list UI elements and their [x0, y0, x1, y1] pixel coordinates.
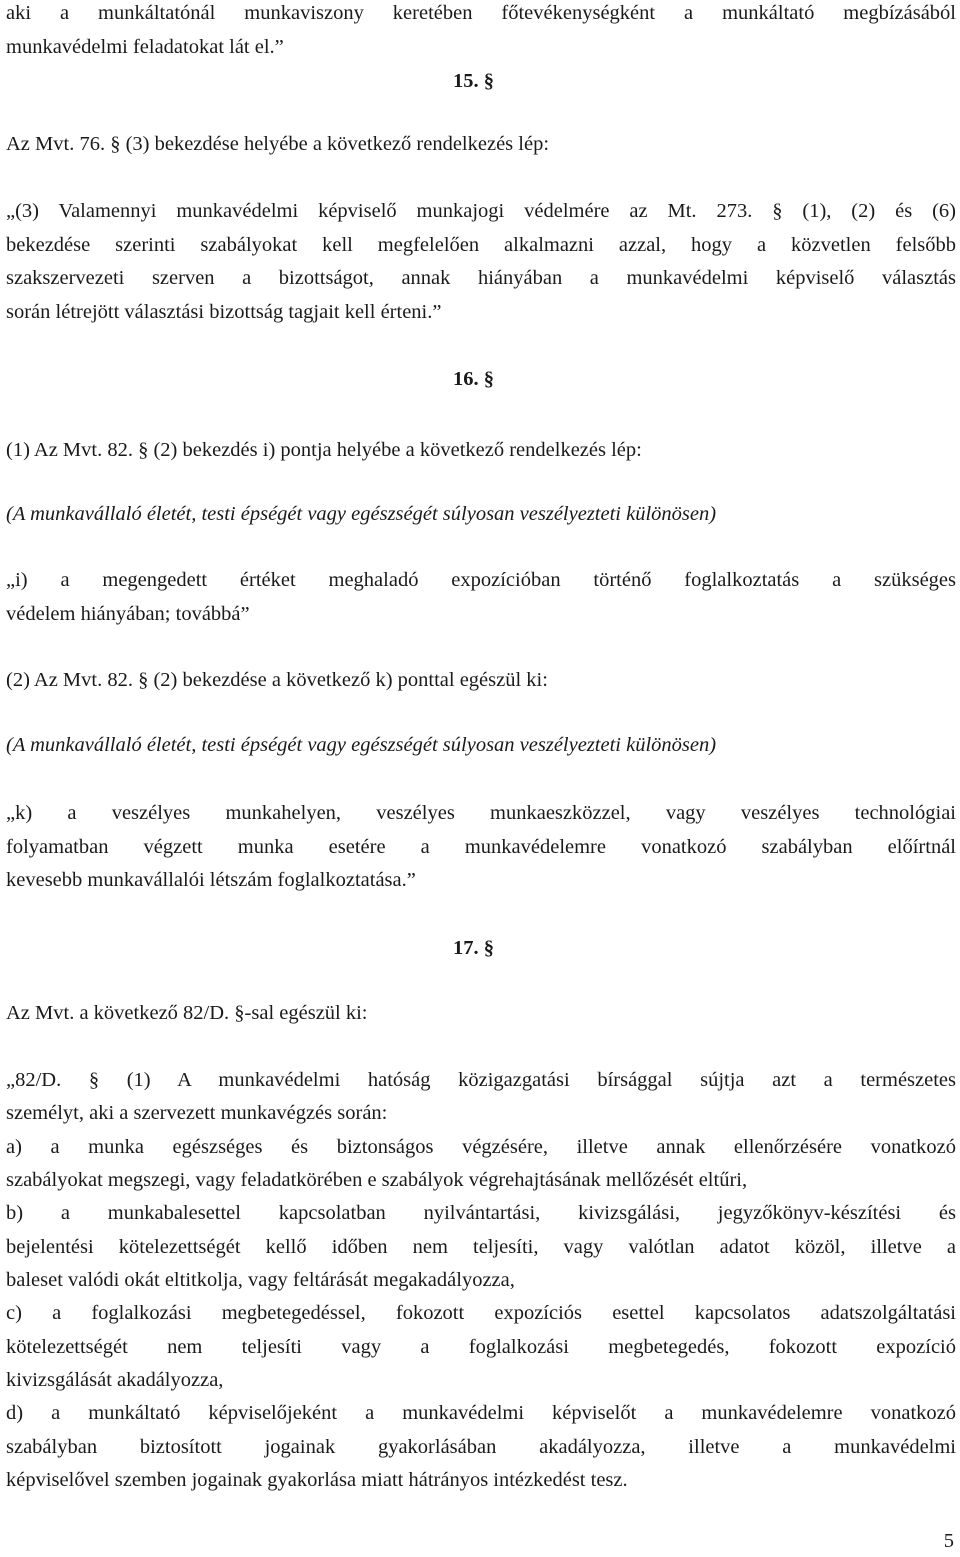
text-line: bekezdése szerinti szabályokat kell megfelelően alkalmazni azzal, hogy a közvetlen felsőbb — [6, 234, 956, 256]
section-heading-17: 17. § — [453, 937, 494, 959]
text-line: „(3) Valamennyi munkavédelmi képviselő munkajogi védelmére az Mt. 273. § (1), (2) és (6) — [6, 200, 956, 222]
text-line: kevesebb munkavállalói létszám foglalkoztatása.” — [6, 869, 416, 891]
text-line: Az Mvt. 76. § (3) bekezdése helyébe a következő rendelkezés lép: — [6, 133, 550, 155]
text-line: során létrejött választási bizottság tagjait kell érteni.” — [6, 301, 442, 323]
text-line: (1) Az Mvt. 82. § (2) bekezdés i) pontja helyébe a következő rendelkezés lép: — [6, 439, 642, 461]
section-heading-16: 16. § — [453, 368, 494, 390]
page-number: 5 — [943, 1530, 954, 1552]
text-line: Az Mvt. a következő 82/D. §-sal egészül ki: — [6, 1002, 368, 1024]
text-line: „k) a veszélyes munkahelyen, veszélyes munkaeszközzel, vagy veszélyes technológiai — [6, 802, 956, 824]
text-line: „i) a megengedett értéket meghaladó expozícióban történő foglalkoztatás a szükséges — [6, 569, 956, 591]
section-heading-15: 15. § — [453, 70, 494, 92]
text-line: (2) Az Mvt. 82. § (2) bekezdése a következő k) ponttal egészül ki: — [6, 669, 548, 691]
text-line: d) a munkáltató képviselőjeként a munkavédelmi képviselőt a munkavédelemre vonatkozó — [6, 1402, 956, 1424]
text-line: a) a munka egészséges és biztonságos végzésére, illetve annak ellenőrzésére vonatkozó — [6, 1136, 956, 1158]
text-line: b) a munkabalesettel kapcsolatban nyilvántartási, kivizsgálási, jegyzőkönyv-készítési és — [6, 1202, 956, 1224]
text-line: szakszervezeti szerven a bizottságot, annak hiányában a munkavédelmi képviselő választás — [6, 267, 956, 289]
text-line: aki a munkáltatónál munkaviszony keretében főtevékenységként a munkáltató megbízásából — [6, 2, 956, 24]
text-line: c) a foglalkozási megbetegedéssel, fokozott expozíciós esettel kapcsolatos adatszolgáltatási — [6, 1302, 956, 1324]
text-line: „82/D. § (1) A munkavédelmi hatóság közigazgatási bírsággal sújtja azt a természetes — [6, 1069, 956, 1091]
text-line: kivizsgálását akadályozza, — [6, 1369, 224, 1391]
text-line: folyamatban végzett munka esetére a munkavédelemre vonatkozó szabályban előírtnál — [6, 836, 956, 858]
text-line: szabályban biztosított jogainak gyakorlásában akadályozza, illetve a munkavédelmi — [6, 1436, 956, 1458]
text-line: baleset valódi okát eltitkolja, vagy feltárását megakadályozza, — [6, 1269, 515, 1291]
text-line: képviselővel szemben jogainak gyakorlása miatt hátrányos intézkedést tesz. — [6, 1469, 628, 1491]
text-line: személyt, aki a szervezett munkavégzés során: — [6, 1102, 388, 1124]
text-line: szabályokat megszegi, vagy feladatkörében e szabályok végrehajtásának mellőzését eltűri, — [6, 1169, 748, 1191]
italic-context-line: (A munkavállaló életét, testi épségét vagy egészségét súlyosan veszélyezteti különösen) — [6, 503, 717, 525]
text-line: munkavédelmi feladatokat lát el.” — [6, 36, 284, 58]
text-line: bejelentési kötelezettségét kellő időben nem teljesíti, vagy valótlan adatot közöl, illetve a — [6, 1236, 956, 1258]
text-line: kötelezettségét nem teljesíti vagy a foglalkozási megbetegedés, fokozott expozíció — [6, 1336, 956, 1358]
text-line: védelem hiányában; továbbá” — [6, 603, 250, 625]
italic-context-line: (A munkavállaló életét, testi épségét vagy egészségét súlyosan veszélyezteti különösen) — [6, 734, 717, 756]
